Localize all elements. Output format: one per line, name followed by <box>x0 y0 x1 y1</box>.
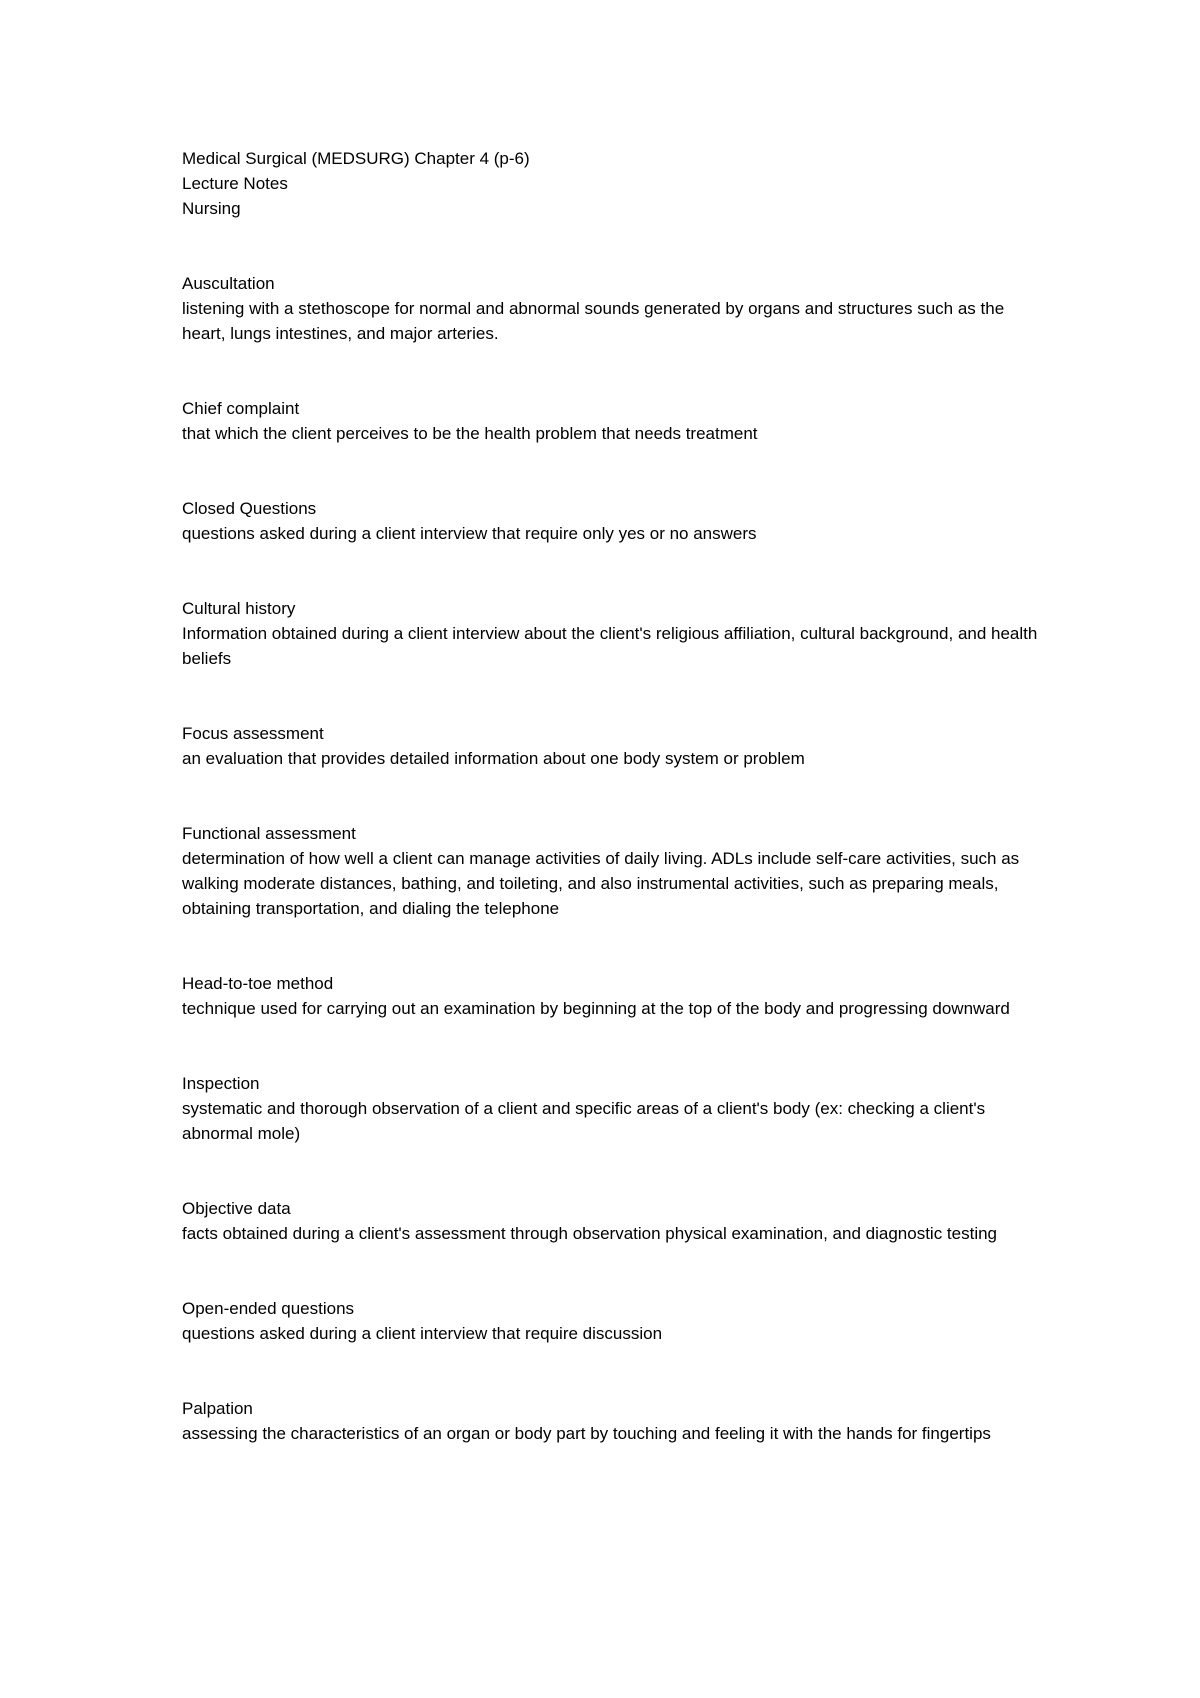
term-definition: an evaluation that provides detailed information about one body system or problem <box>182 749 805 768</box>
term-definition: questions asked during a client interview that require only yes or no answers <box>182 524 757 543</box>
term-definition: facts obtained during a client's assessment through observation physical examination, and diagnostic testing <box>182 1224 998 1243</box>
term-entry-objective-data <box>182 1196 1042 1246</box>
term-entry-inspection <box>182 1071 1042 1146</box>
term-definition: assessing the characteristics of an organ or body part by touching and feeling it with the hands for fingertips <box>182 1424 991 1443</box>
term-entry-auscultation <box>182 271 1042 346</box>
term-title: Head-to-toe method <box>182 974 334 993</box>
term-definition: determination of how well a client can manage activities of daily living. ADLs include self-care activities, such as walking moderate distances, bathing, and toileting, and also instrumental activities, such as preparing meals, obtaining transportation, and dialing the telephone <box>182 849 1020 918</box>
term-title: Functional assessment <box>182 824 356 843</box>
document-title: Medical Surgical (MEDSURG) Chapter 4 (p-6) <box>182 149 530 168</box>
term-entry-chief-complaint <box>182 396 1042 446</box>
term-entry-functional-assessment <box>182 821 1042 921</box>
term-title: Objective data <box>182 1199 291 1218</box>
term-title: Inspection <box>182 1074 260 1093</box>
document-header <box>182 146 1042 221</box>
term-entry-cultural-history <box>182 596 1042 671</box>
term-definition: systematic and thorough observation of a client and specific areas of a client's body (ex: checking a client's abnormal mole) <box>182 1099 986 1143</box>
document-subject: Nursing <box>182 199 241 218</box>
term-definition: that which the client perceives to be the health problem that needs treatment <box>182 424 758 443</box>
term-definition: questions asked during a client interview that require discussion <box>182 1324 663 1343</box>
term-title: Cultural history <box>182 599 296 618</box>
term-definition: technique used for carrying out an examination by beginning at the top of the body and progressing downward <box>182 999 1010 1018</box>
term-definition: Information obtained during a client interview about the client's religious affiliation, cultural background, and health beliefs <box>182 624 1038 668</box>
term-entry-palpation <box>182 1396 1042 1446</box>
term-title: Palpation <box>182 1399 253 1418</box>
term-title: Closed Questions <box>182 499 317 518</box>
term-entry-open-ended-questions <box>182 1296 1042 1346</box>
term-entry-head-to-toe-method <box>182 971 1042 1021</box>
term-title: Open-ended questions <box>182 1299 355 1318</box>
term-entry-focus-assessment <box>182 721 1042 771</box>
document-page <box>182 146 1042 1496</box>
term-entry-closed-questions <box>182 496 1042 546</box>
term-title: Chief complaint <box>182 399 300 418</box>
term-definition: listening with a stethoscope for normal and abnormal sounds generated by organs and structures such as the heart, lungs intestines, and major arteries. <box>182 299 1005 343</box>
term-title: Focus assessment <box>182 724 324 743</box>
document-subtitle: Lecture Notes <box>182 174 288 193</box>
term-title: Auscultation <box>182 274 275 293</box>
